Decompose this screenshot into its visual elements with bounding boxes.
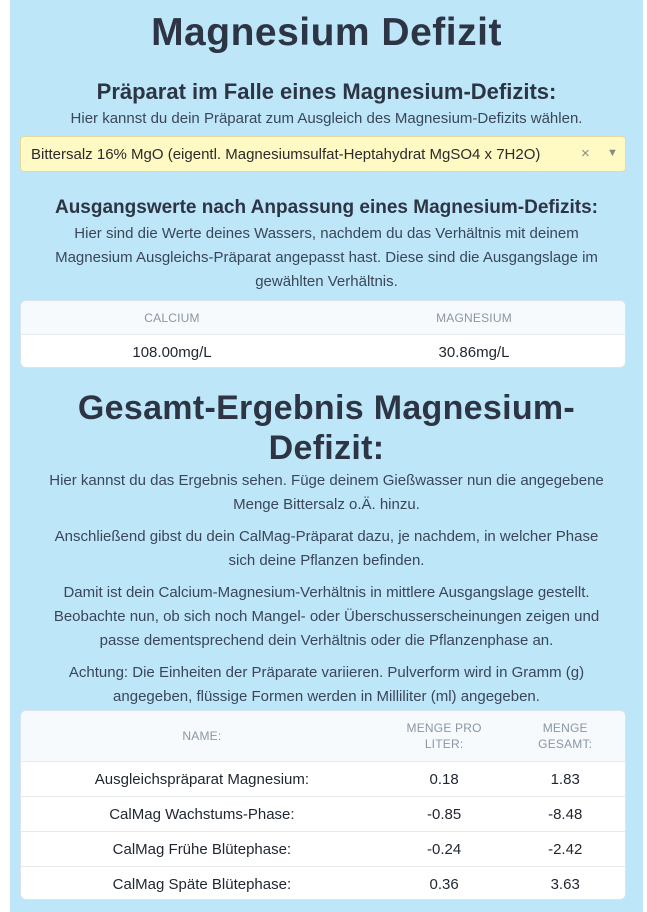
- column-header-per-liter: [383, 711, 506, 761]
- column-header-calcium: CALCIUM: [144, 310, 200, 325]
- initial-values-section: [10, 196, 643, 294]
- result-paragraph-3-line2: Beobachte nun, ob sich noch Mangel- oder Überschusserscheinungen zeigen und: [53, 608, 600, 625]
- result-heading-line1: Gesamt-Ergebnis Magnesium-: [77, 389, 576, 427]
- initial-values-description-line2: Magnesium Ausgleichs-Präparat angepasst hast. Diese sind die Ausgangslage im: [55, 249, 598, 266]
- main-panel: [10, 0, 643, 912]
- row-per-liter: -0.85: [426, 805, 462, 823]
- clear-selection-icon[interactable]: ×: [581, 145, 590, 162]
- preparation-selected-value: Bittersalz 16% MgO (eigentl. Magnesiumsulfat-Heptahydrat MgSO4 x 7H2O): [31, 146, 541, 163]
- result-paragraph-4-line2: angegeben, flüssige Formen werden in Milliliter (ml) angegeben.: [113, 688, 540, 705]
- result-paragraph-3-line3: passe dementsprechend dein Verhältnis oder die Pflanzenphase an.: [99, 632, 554, 649]
- result-paragraph-1-line1: Hier kannst du das Ergebnis sehen. Füge deinem Gießwasser nun die angegebene: [49, 472, 604, 489]
- row-per-liter: -0.24: [426, 840, 462, 858]
- initial-values-description-line1: Hier sind die Werte deines Wassers, nachdem du das Verhältnis mit deinem: [74, 225, 579, 242]
- result-paragraph-1: [10, 469, 643, 517]
- result-paragraph-2: [10, 525, 643, 573]
- calcium-value: 108.00mg/L: [132, 343, 212, 361]
- row-per-liter: 0.36: [429, 875, 459, 893]
- magnesium-value: 30.86mg/L: [438, 343, 510, 361]
- column-header-total-line2: GESAMT:: [538, 737, 593, 751]
- row-per-liter: 0.18: [429, 770, 459, 788]
- table-row: [21, 831, 625, 866]
- table-header-row: [21, 711, 625, 761]
- preparation-section: [10, 79, 643, 131]
- row-total: -8.48: [548, 805, 583, 823]
- column-header-per-liter-line1: MENGE PRO: [406, 721, 482, 735]
- column-header-total: [505, 711, 625, 761]
- row-name: Ausgleichspräparat Magnesium:: [94, 770, 310, 788]
- result-section: [10, 388, 643, 709]
- initial-values-table: [20, 300, 626, 368]
- result-paragraph-2-line2: sich deine Pflanzen befinden.: [228, 552, 425, 569]
- table-row: [21, 761, 625, 796]
- result-paragraph-3-line1: Damit ist dein Calcium-Magnesium-Verhältnis in mittlere Ausgangslage gestellt.: [63, 584, 590, 601]
- table-header-row: [21, 301, 625, 334]
- page-title: Magnesium Defizit: [151, 11, 502, 54]
- column-header-name: NAME:: [182, 729, 222, 743]
- result-paragraph-1-line2: Menge Bittersalz o.Ä. hinzu.: [233, 496, 420, 513]
- preparation-heading: Präparat im Falle eines Magnesium-Defizits:: [96, 79, 557, 104]
- column-header-magnesium: MAGNESIUM: [436, 310, 512, 325]
- column-header-per-liter-line2: LITER:: [424, 737, 464, 751]
- result-table: [20, 710, 626, 900]
- initial-values-description-line3: gewählten Verhältnis.: [255, 273, 398, 290]
- result-paragraph-4: [10, 661, 643, 709]
- result-paragraph-2-line1: Anschließend gibst du dein CalMag-Präparat dazu, je nachdem, in welcher Phase: [54, 528, 599, 545]
- row-name: CalMag Frühe Blütephase:: [112, 840, 292, 858]
- table-row: [21, 334, 625, 368]
- result-heading-line2: Defizit:: [268, 429, 385, 467]
- result-paragraph-3: [10, 581, 643, 653]
- initial-values-heading: Ausgangswerte nach Anpassung eines Magnesium-Defizits:: [54, 197, 598, 218]
- result-paragraph-4-line1: Achtung: Die Einheiten der Präparate variieren. Pulverform wird in Gramm (g): [68, 664, 585, 681]
- row-name: CalMag Wachstums-Phase:: [109, 805, 295, 823]
- row-name: CalMag Späte Blütephase:: [112, 875, 292, 893]
- table-row: [21, 866, 625, 900]
- table-row: [21, 796, 625, 831]
- dropdown-arrow-icon[interactable]: ▼: [607, 147, 618, 159]
- row-total: -2.42: [548, 840, 583, 858]
- column-header-total-line1: MENGE: [542, 721, 588, 735]
- row-total: 1.83: [550, 770, 580, 788]
- preparation-description: Hier kannst du dein Präparat zum Ausgleich des Magnesium-Defizits wählen.: [70, 110, 583, 127]
- preparation-select[interactable]: [20, 136, 626, 172]
- row-total: 3.63: [550, 875, 580, 893]
